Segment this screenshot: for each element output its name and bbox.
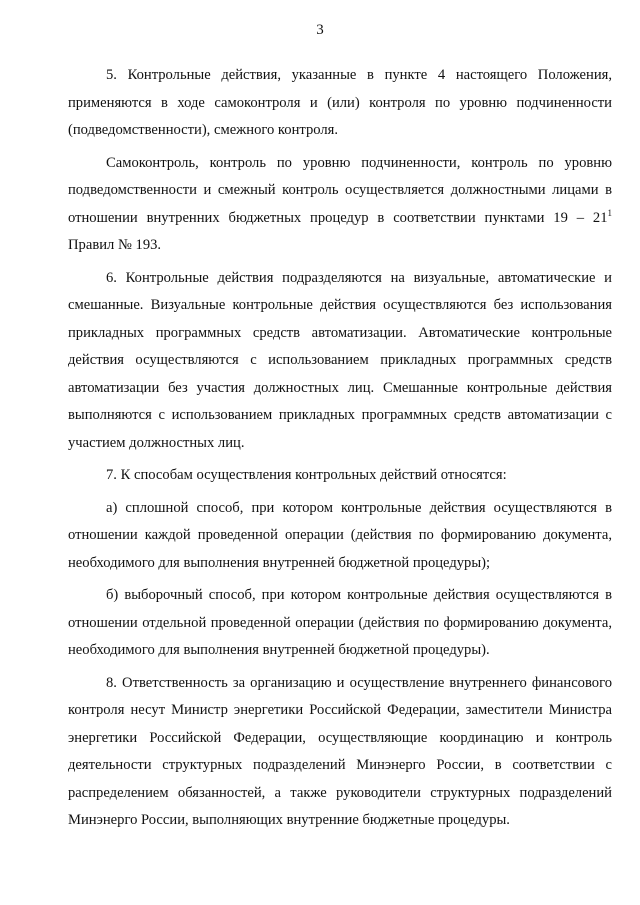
paragraph-6: 6. Контрольные действия подразделяются на визуальные, автоматические и смешанные. Визуальные контрольные действия осуществляются без использования прикладных программных средств автоматизации. Автоматические контрольные действия осуществляются с использованием прикладных программных средств автоматизации без участия должностных лиц. Смешанные контрольные действия выполняются с использованием прикладных программных средств автоматизации с участием должностных лиц. — [68, 269, 612, 451]
paragraph-7b: б) выборочный способ, при котором контрольные действия осуществляются в отношении отдельной проведенной операции (действия по формированию документа, необходимого для выполнения внутренней бюджетной процедуры). — [68, 587, 612, 658]
paragraph-5-self-control-text: Самоконтроль, контроль по уровню подчиненности, контроль по уровню подведомственности и смежный контроль осуществляется должностными лицами в отношении внутренних бюджетных процедур в соответствии пунктами 19 – 21 — [68, 154, 612, 226]
paragraph-5-self-control — [68, 150, 612, 260]
paragraph-8: 8. Ответственность за организацию и осуществление внутреннего финансового контроля несут Министр энергетики Российской Федерации, заместители Министра энергетики Российской Федерации, осуществляющие координацию и контроль деятельности структурных подразделений Минэнерго России, в соответствии с распределением обязанностей, а также руководители структурных подразделений Минэнерго России, выполняющих внутренние бюджетные процедуры. — [68, 674, 612, 828]
paragraph-7a: а) сплошной способ, при котором контрольные действия осуществляются в отношении каждой проведенной операции (действия по формированию документа, необходимого для выполнения внутренней бюджетной процедуры); — [68, 499, 612, 571]
page-number: 3 — [316, 22, 324, 38]
paragraph-5: 5. Контрольные действия, указанные в пункте 4 настоящего Положения, применяются в ходе самоконтроля и (или) контроля по уровню подчиненности (подведомственности), смежного контроля. — [68, 67, 612, 138]
footnote-superscript: 1 — [607, 207, 612, 218]
paragraph-5-self-control-tail: Правил № 193. — [68, 237, 162, 253]
paragraph-7: 7. К способам осуществления контрольных действий относятся: — [106, 467, 507, 483]
document-body — [68, 62, 612, 835]
